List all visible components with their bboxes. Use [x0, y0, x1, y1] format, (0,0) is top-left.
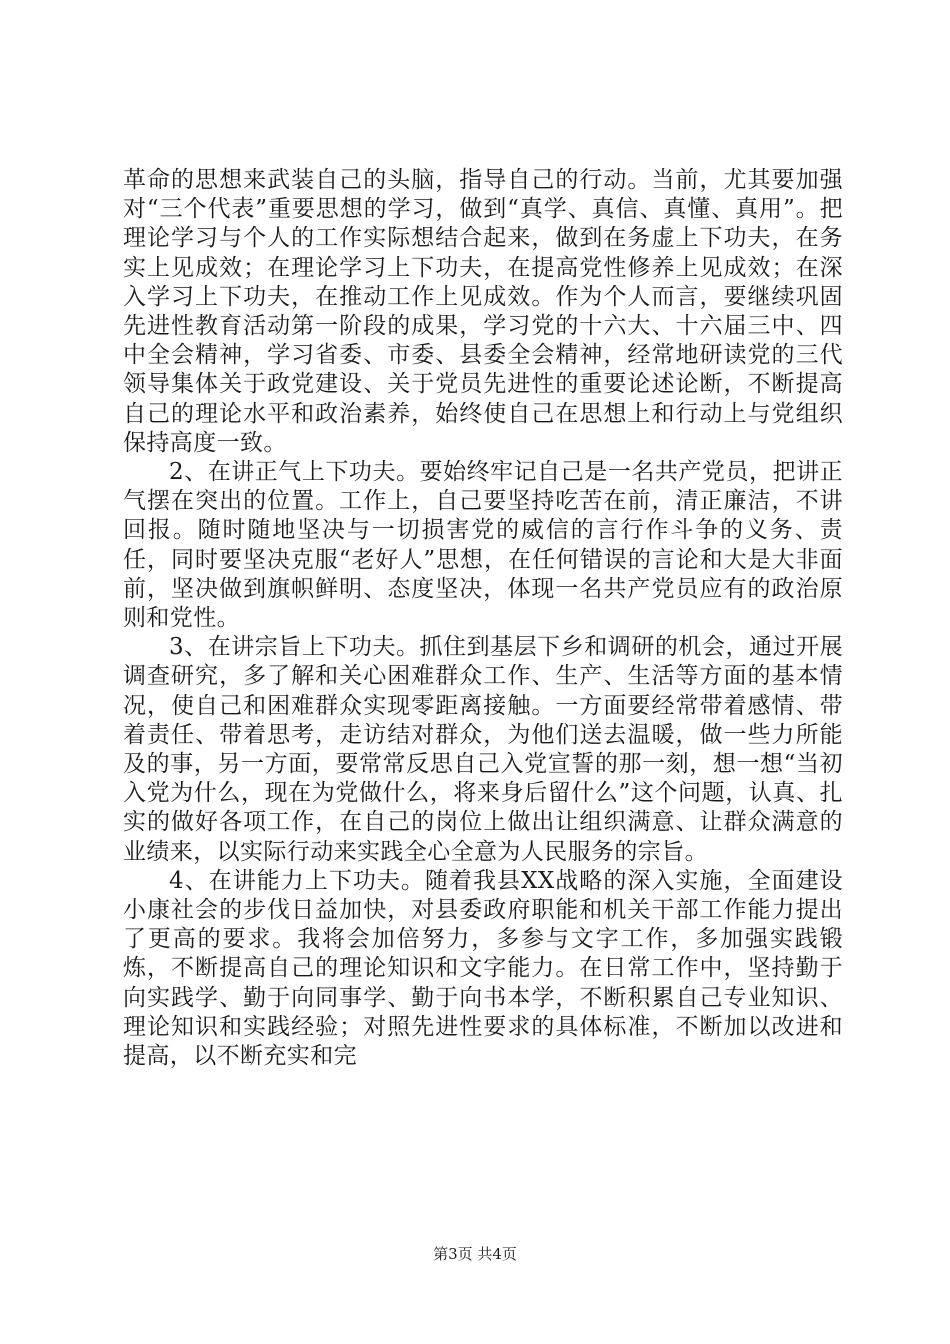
page-number-footer: 第3页 共4页 [433, 1245, 517, 1263]
paragraph-2: 2、在讲正气上下功夫。要始终牢记自己是一名共产党员，把讲正气摆在突出的位置。工作上，自己要坚持吃苦在前，清正廉洁，不讲回报。随时随地坚决与一切损害党的威信的言行作斗争的义务、责任，同时要坚决克服“老好人”思想，在任何错误的言论和大是大非面前，坚决做到旗帜鲜明、态度坚决，体现一名共产党员应有的政治原则和党性。 [123, 459, 843, 632]
paragraph-1: 革命的思想来武装自己的头脑，指导自己的行动。当前，尤其要加强对“三个代表”重要思想的学习，做到“真学、真信、真懂、真用”。把理论学习与个人的工作实际想结合起来，做到在务虚上下功夫，在务实上见成效；在理论学习上下功夫，在提高党性修养上见成效；在深入学习上下功夫，在推动工作上见成效。作为个人而言，要继续巩固先进性教育活动第一阶段的成果，学习党的十六大、十六届三中、四中全会精神，学习省委、市委、县委全会精神，经常地研读党的三代领导集体关于政党建设、关于党员先进性的重要论述论断，不断提高自己的理论水平和政治素养，始终使自己在思想上和行动上与党组织保持高度一致。 [123, 167, 843, 456]
paragraph-4: 4、在讲能力上下功夫。随着我县XX战略的深入实施，全面建设小康社会的步伐日益加快，对县委政府职能和机关干部工作能力提出了更高的要求。我将会加倍努力，多参与文字工作，多加强实践锻炼，不断提高自己的理论知识和文字能力。在日常工作中，坚持勤于向实践学、勤于向同事学、勤于向书本学，不断积累自己专业知识、理论知识和实践经验；对照先进性要求的具体标准，不断加以改进和提高，以不断充实和完 [123, 867, 843, 1070]
body-text [123, 166, 843, 1071]
paragraph-3: 3、在讲宗旨上下功夫。抓住到基层下乡和调研的机会，通过开展调查研究，多了解和关心困难群众工作、生产、生活等方面的基本情况，使自己和困难群众实现零距离接触。一方面要经常带着感情、带着责任、带着思考，走访结对群众，为他们送去温暖，做一些力所能及的事，另一方面，要常常反思自己入党宣誓的那一刻，想一想“当初入党为什么，现在为党做什么，将来身后留什么”这个问题，认真、扎实的做好各项工作，在自己的岗位上做出让组织满意、让群众满意的业绩来，以实际行动来实践全心全意为人民服务的宗旨。 [123, 634, 843, 865]
